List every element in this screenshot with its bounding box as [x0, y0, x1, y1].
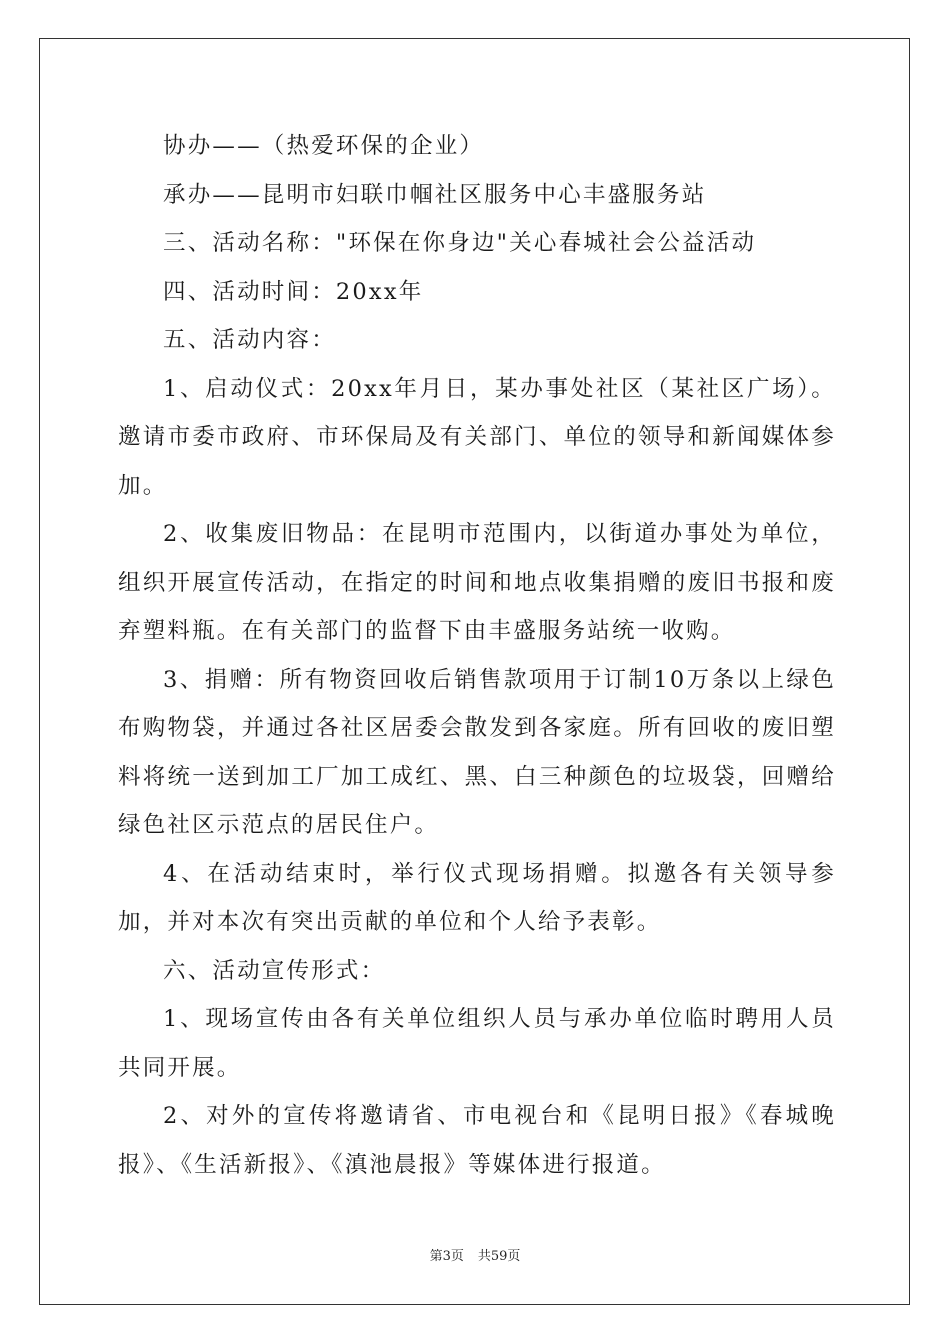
paragraph-publicity-heading: 六、活动宣传形式：	[163, 957, 386, 984]
paragraph-donation: 3、捐赠：所有物资回收后销售款项用于订制10万条以上绿色布购物袋，并通过各社区居委会散发到各家庭。所有回收的废旧塑料将统一送到加工厂加工成红、黑、白三种颜色的垃圾袋，回赠给绿色社区示范点的居民住户。	[118, 666, 836, 838]
paragraph-closing-ceremony: 4、在活动结束时，举行仪式现场捐赠。拟邀各有关领导参加，并对本次有突出贡献的单位和个人给予表彰。	[118, 860, 836, 935]
paragraph-activity-name: 三、活动名称："环保在你身边"关心春城社会公益活动	[163, 230, 757, 256]
paragraph-media-publicity: 2、对外的宣传将邀请省、市电视台和《昆明日报》《春城晚报》、《生活新报》、《滇池晨报》等媒体进行报道。	[118, 1103, 836, 1178]
page-number: 第3页	[429, 1249, 464, 1264]
page-total: 共59页	[477, 1249, 521, 1264]
paragraph-launch-ceremony: 1、启动仪式：20xx年月日，某办事处社区（某社区广场）。邀请市委市政府、市环保局及有关部门、单位的领导和新闻媒体参加。	[118, 375, 836, 499]
paragraph-activity-time: 四、活动时间：20xx年	[163, 278, 424, 305]
paragraph-activity-content-heading: 五、活动内容：	[163, 327, 336, 353]
paragraph-collect-items: 2、收集废旧物品：在昆明市范围内，以街道办事处为单位，组织开展宣传活动，在指定的时间和地点收集捐赠的废旧书报和废弃塑料瓶。在有关部门的监督下由丰盛服务站统一收购。	[118, 521, 836, 644]
page-footer	[0, 1245, 950, 1264]
paragraph-host: 承办——昆明市妇联巾帼社区服务中心丰盛服务站	[163, 181, 707, 208]
paragraph-co-organizer: 协办——（热爱环保的企业）	[163, 133, 485, 159]
paragraph-onsite-publicity: 1、现场宣传由各有关单位组织人员与承办单位临时聘用人员共同开展。	[118, 1006, 836, 1081]
document-body	[118, 122, 836, 1189]
